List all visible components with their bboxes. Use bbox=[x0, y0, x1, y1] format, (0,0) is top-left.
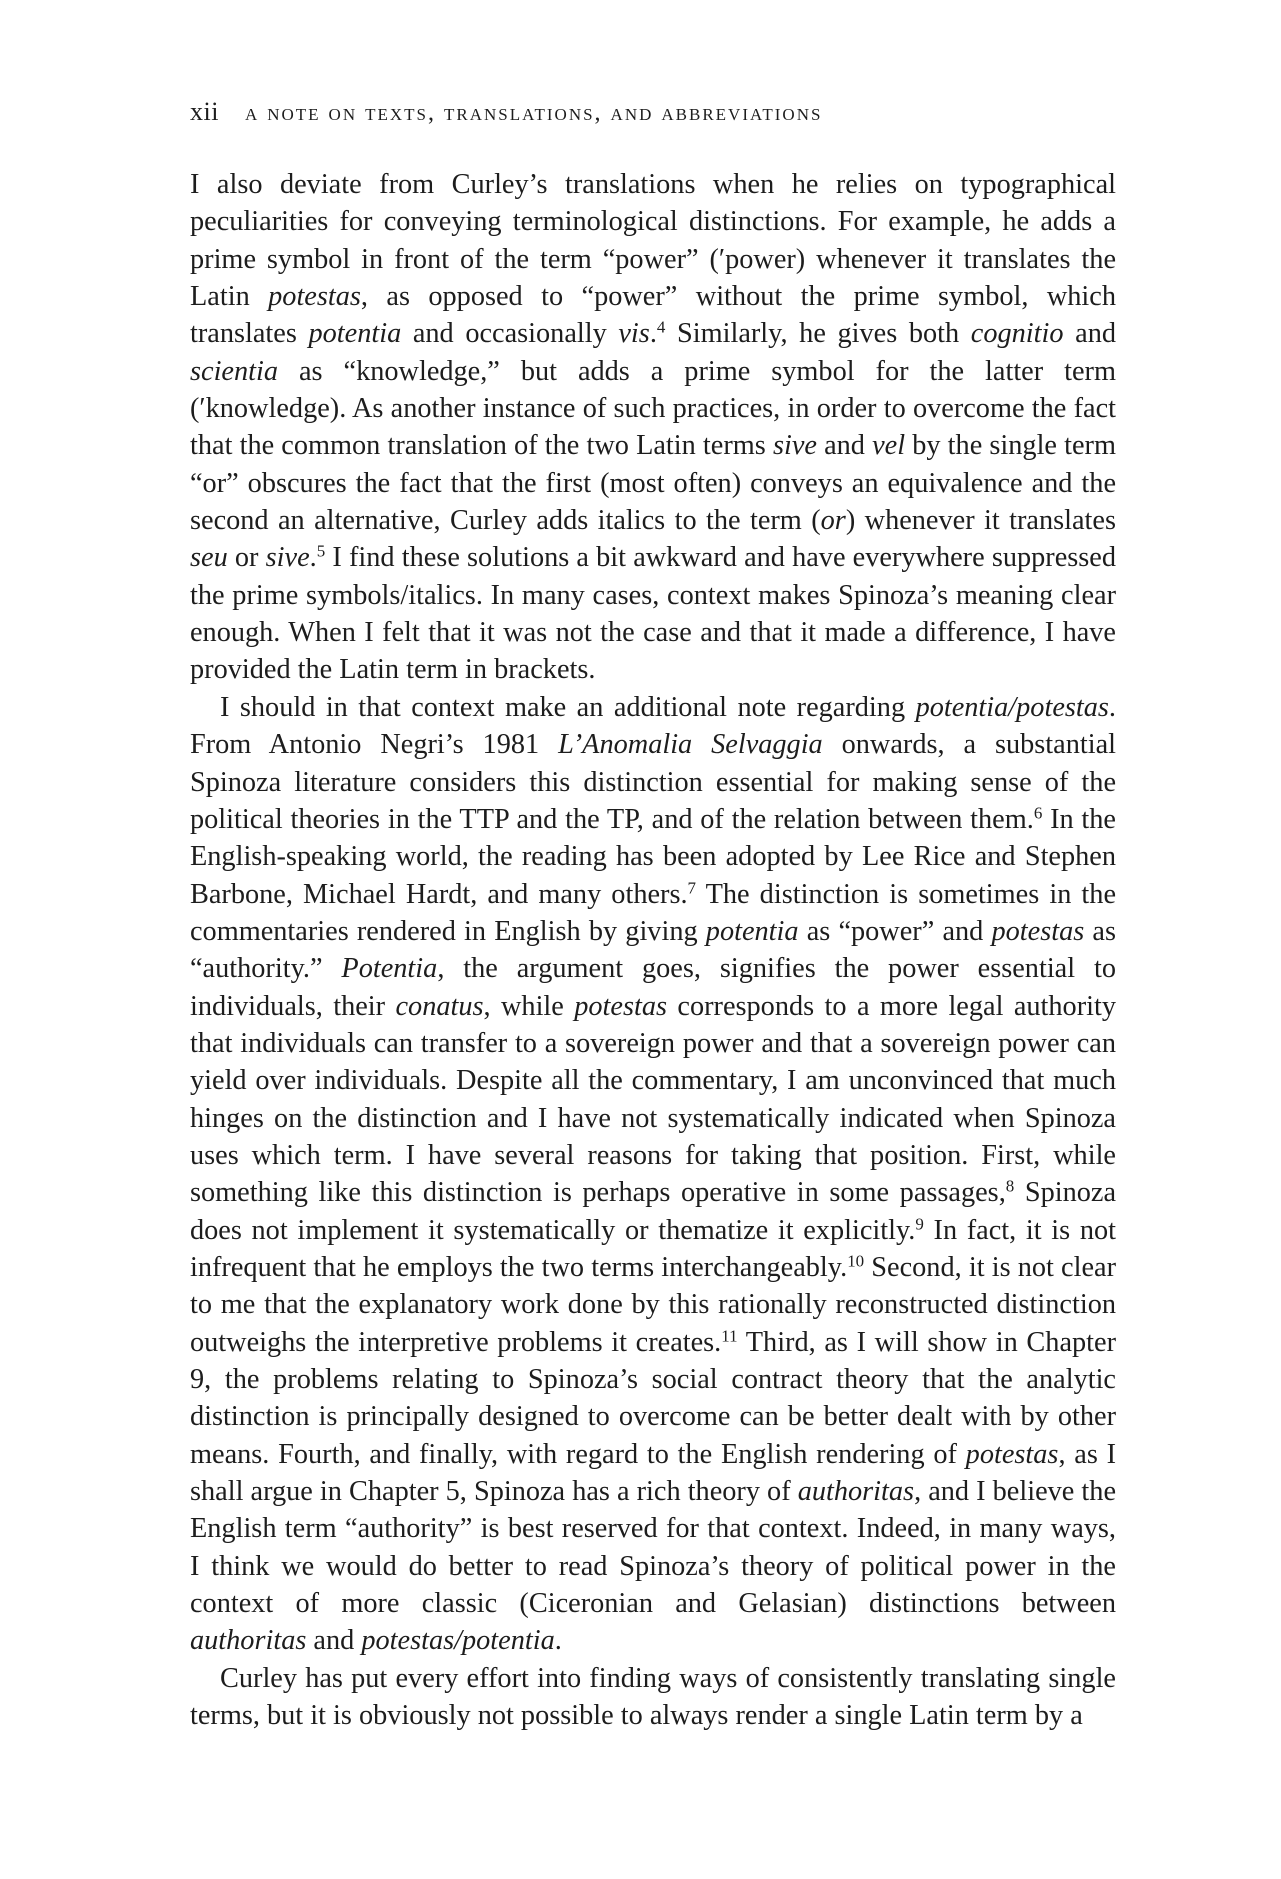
text-run: as “knowledge,” but adds a prime symbol for the latter term (′knowledge). As another instance of such practices, in order to overcome the fact that the common translation of the two Latin terms bbox=[190, 355, 1116, 462]
footnote-marker: 10 bbox=[847, 1251, 865, 1271]
footnote-marker: 7 bbox=[687, 878, 697, 898]
footnote-marker: 6 bbox=[1033, 803, 1043, 823]
text-run: Spinoza does not implement it systematically or thematize it explicitly. bbox=[190, 1177, 1116, 1246]
italic-term: vis bbox=[618, 318, 650, 350]
footnote-marker: 4 bbox=[656, 318, 666, 338]
italic-term: potestas/​potentia bbox=[361, 1625, 555, 1657]
italic-term: conatus bbox=[395, 990, 484, 1022]
italic-term: scientia bbox=[190, 355, 279, 387]
italic-term: potestas bbox=[574, 990, 668, 1022]
text-run: Similarly, he gives both bbox=[665, 318, 971, 350]
text-run: as “authority.” bbox=[190, 915, 1116, 985]
text-run: , while bbox=[483, 990, 575, 1022]
italic-term: potestas bbox=[991, 915, 1085, 947]
text-run: , and I believe the English term “authority” is best reserved for that context. Indeed, in many ways, I think we would do better to read Spinoza’s theory of political power in the context of more classic (Ciceronian and Gelasian) distinctions between bbox=[190, 1476, 1117, 1620]
italic-term: sive bbox=[265, 542, 310, 574]
paragraph bbox=[190, 689, 1116, 1660]
italic-term: authoritas bbox=[797, 1476, 915, 1508]
italic-term: authoritas bbox=[190, 1625, 307, 1657]
text-run: onwards, a substantial Spinoza literature considers this distinction essential for making sense of the political theories in the TTP and the TP, and of the relation between them. bbox=[190, 729, 1116, 835]
text-run: , as I shall argue in Chapter 5, Spinoza has a rich theory of bbox=[190, 1438, 1116, 1508]
text-run: by the single term “or” obscures the fact that the first (most often) conveys an equivalence and the second an alternative, Curley adds italics to the term ( bbox=[190, 430, 1116, 537]
paragraph bbox=[190, 1660, 1116, 1735]
text-run: , the argument goes, signifies the power essential to individuals, their bbox=[190, 953, 1117, 1022]
italic-term: L’Anomalia Selvaggia bbox=[558, 729, 823, 761]
text-run: In fact, it is not infrequent that he employs the two terms interchangeably. bbox=[190, 1214, 1116, 1283]
italic-term: potestas bbox=[965, 1438, 1059, 1470]
italic-term: sive bbox=[772, 430, 817, 462]
footnote-marker: 8 bbox=[1005, 1176, 1015, 1196]
page-number: xii bbox=[190, 97, 219, 126]
running-head-title: a note on texts, translations, and abbreviations bbox=[244, 100, 823, 126]
italic-term: potentia bbox=[705, 915, 799, 947]
italic-term: Potentia bbox=[341, 953, 438, 985]
footnote-marker: 5 bbox=[316, 542, 326, 562]
text-run: and bbox=[306, 1625, 362, 1657]
italic-term: seu bbox=[190, 542, 228, 574]
text-run: , as opposed to “power” without the prime symbol, which translates bbox=[190, 281, 1116, 350]
text-run: Third, as I will show in Chapter 9, the problems relating to Spinoza’s social contract theory that the analytic distinction is principally designed to overcome can be better dealt with by other means. Fourth, and finally, with regard to the English rendering of bbox=[190, 1326, 1117, 1470]
footnote-marker: 11 bbox=[721, 1326, 738, 1346]
footnote-marker: 9 bbox=[915, 1214, 924, 1234]
running-head bbox=[190, 97, 1110, 128]
text-run: . bbox=[649, 318, 657, 350]
text-run: I also deviate from Curley’s translations when he relies on typographical peculiarities for conveying terminological distinctions. For example, he adds a prime symbol in front of the term “power” (′power) whenever it translates the Latin bbox=[190, 169, 1116, 313]
text-run: or bbox=[227, 542, 266, 574]
text-run: and bbox=[1063, 318, 1116, 350]
italic-term: cognitio bbox=[970, 318, 1064, 350]
text-run: Curley has put every effort into finding ways of consistently translating single terms, but it is obviously not possible to always render a single Latin term by a bbox=[190, 1662, 1116, 1732]
text-run: In the English-speaking world, the reading has been adopted by Lee Rice and Stephen Barbone, Michael Hardt, and many others. bbox=[190, 803, 1116, 910]
italic-term: potentia bbox=[308, 318, 402, 350]
text-run: . bbox=[554, 1625, 562, 1657]
text-run: The distinction is sometimes in the commentaries rendered in English by giving bbox=[190, 878, 1116, 947]
italic-term: potestas bbox=[268, 281, 361, 313]
text-run: and occasionally bbox=[401, 318, 619, 350]
italic-term: potentia/potestas bbox=[915, 691, 1109, 723]
text-run: I should in that context make an additional note regarding bbox=[220, 691, 916, 723]
text-run: Second, it is not clear to me that the explanatory work done by this rationally reconstructed distinction outweighs the interpretive problems it creates. bbox=[190, 1251, 1117, 1358]
italic-term: vel bbox=[872, 430, 906, 462]
text-run: . From Antonio Negri’s 1981 bbox=[190, 691, 1116, 761]
text-run: and bbox=[816, 430, 873, 462]
text-run: corresponds to a more legal authority that individuals can transfer to a sovereign power and that a sovereign power can yield over individuals. Despite all the commentary, I am unconvinced that much hinges on the distinction and I have not systematically indicated when Spinoza uses which term. I have several reasons for taking that position. First, while something like this distinction is perhaps operative in some passages, bbox=[190, 990, 1116, 1209]
paragraph bbox=[190, 166, 1116, 689]
text-run: I find these solutions a bit awkward and have everywhere suppressed the prime symbols/italics. In many cases, context makes Spinoza’s meaning clear enough. When I felt that it was not the case and that it made a difference, I have provided the Latin term in brackets. bbox=[190, 542, 1116, 686]
text-run: ) whenever it translates bbox=[845, 505, 1116, 537]
text-run: . bbox=[309, 542, 317, 574]
text-run: as “power” and bbox=[798, 915, 992, 947]
italic-term: or bbox=[820, 505, 846, 537]
body-text bbox=[190, 166, 1116, 1734]
